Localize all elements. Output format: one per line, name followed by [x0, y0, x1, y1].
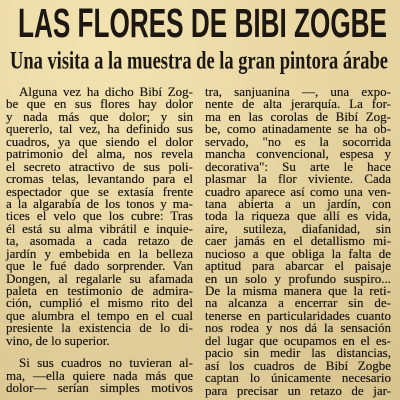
article-line: aire, sutileza, diafanidad, sin	[205, 220, 391, 236]
article-line: paleta en testimonio de admira-	[6, 283, 193, 298]
article-paragraph	[205, 86, 391, 397]
article-line: nucioso a que obliga la falta de	[205, 245, 391, 261]
article-line: be, como atinadamente se ha ob-	[205, 121, 391, 137]
article-line: Dongen, al regalarle su afamada	[6, 270, 193, 286]
article-line: así los cuadros de Bibí Zogbe	[205, 357, 391, 373]
article-line: cuadros, ya que siendo el dolor	[6, 133, 193, 149]
article-line: tra, sanjuanina —, una expo-	[205, 84, 391, 99]
article-line: cuadro aparece así como una ven-	[205, 183, 391, 199]
article-line: que le fué dado sorprender. Van	[6, 258, 193, 274]
article-line: en un solo y profundo suspiro...	[205, 270, 391, 286]
article-line: tana abierta a un jardín, con	[205, 195, 391, 211]
article-paragraph	[6, 86, 193, 347]
subheadline	[0, 44, 400, 78]
article-line: aptitud para abarcar el paisaje	[205, 258, 391, 274]
article-line: pacio sin medir las distancias,	[205, 345, 391, 361]
article-line: dolor— serían simples motivos	[6, 380, 193, 396]
article-line: Alguna vez ha dicho Bibí Zog-	[19, 84, 193, 99]
article-line: el secreto atractivo de sus poli-	[6, 158, 193, 174]
article-line: ma en las corolas de Bibí Zog-	[205, 108, 391, 124]
article-line: captan lo únicamente necesario	[205, 370, 391, 386]
article-line: servado, "no es la socorrida	[205, 133, 391, 149]
article-line: cromas telas, levantando para el	[6, 171, 193, 187]
left-text-column	[6, 86, 193, 395]
headline-text: LAS FLORES DE BIBI ZOGBE	[18, 0, 387, 44]
article-line: nos rodea y nos dá la sensación	[205, 320, 391, 336]
article-paragraph	[6, 357, 193, 394]
article-line: nente de alta jerarquía. La for-	[205, 96, 391, 112]
article-line: De la misma manera que la reti-	[205, 283, 391, 298]
article-line: be que en sus flores hay dolor	[6, 96, 193, 112]
article-line: del lugar que ocupamos en el es-	[205, 332, 391, 348]
article-line: toda la riqueza que allí es vida,	[205, 208, 391, 224]
headline	[0, 0, 400, 44]
article-line: que alumbra el tempo en el cual	[6, 307, 193, 323]
article-line: y nada más que dolor; y sin	[6, 108, 193, 124]
article-line: él está su alma vibrátil e inquie-	[6, 220, 193, 236]
article-line: tenerse en particularidades cuanto	[205, 307, 391, 323]
article-line: ción, cumplió el mismo rito del	[6, 295, 193, 311]
right-text-column	[205, 86, 391, 397]
article-line: vino, de lo superior.	[6, 332, 110, 348]
article-line: para precisar un retazo de jar-	[205, 382, 391, 398]
article-line: plasmar la flor viviente. Cada	[205, 171, 391, 187]
article-line: espectador que se extasía frente	[6, 183, 193, 199]
article-line: ta, asomada a cada retazo de	[6, 233, 193, 249]
article-line: mancha convencional, espesa y	[205, 146, 391, 162]
article-line: jardín y embebida en la belleza	[6, 245, 193, 261]
article-line: caer jamás en el detallismo mi-	[205, 233, 391, 249]
article-line: tices el velo que los cubre: Tras	[6, 208, 193, 224]
article-line: quererlo, tal vez, ha definido sus	[6, 121, 193, 137]
article-line: a la algarabía de los tonos y ma-	[6, 195, 193, 211]
subheadline-text: Una visita a la muestra de la gran pintora árabe	[10, 47, 388, 75]
article-line: ma, —ella quiere nada más que	[6, 367, 193, 383]
article-line: presiente la existencia de lo di-	[6, 320, 193, 336]
article-line: decorativa": Su arte le hace	[205, 158, 391, 174]
article-line: na alcanza a encerrar sin de-	[205, 295, 391, 311]
article-line: patrimonio del alma, nos revela	[6, 146, 193, 162]
article-line: Si sus cuadros no tuvieran al-	[19, 355, 193, 371]
